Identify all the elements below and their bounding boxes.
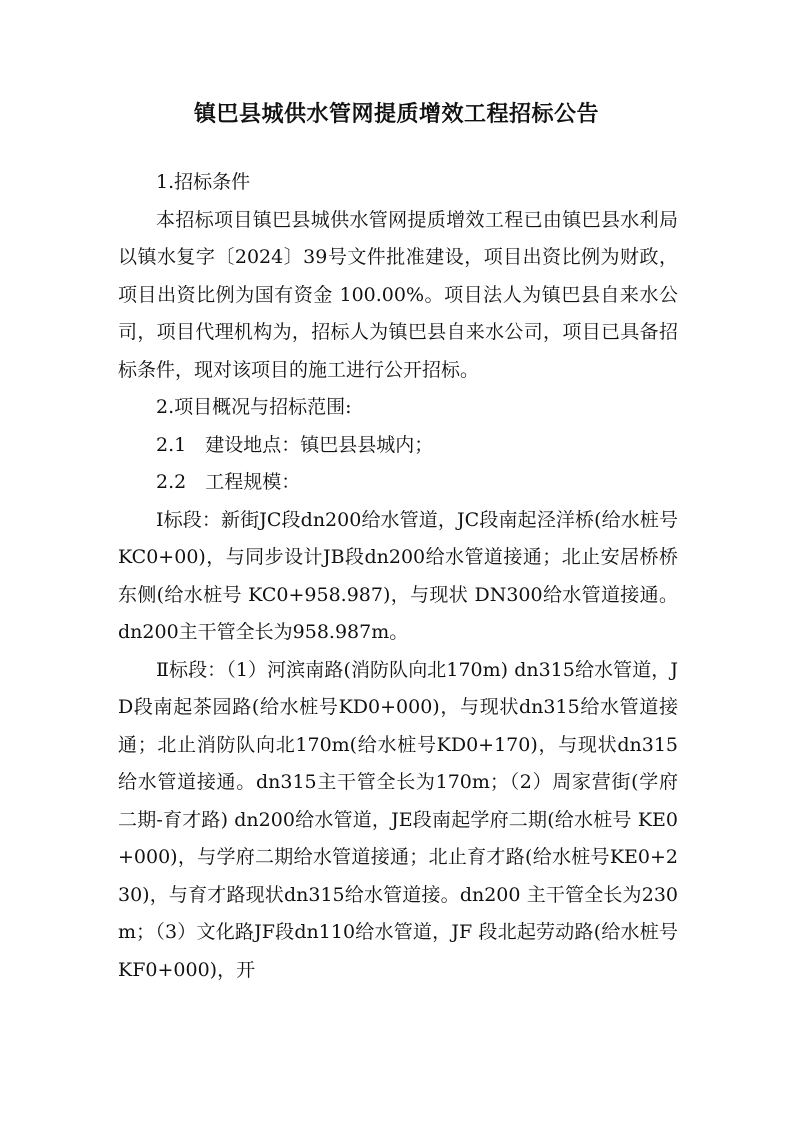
subsection-construction-location: 2.1 建设地点：镇巴县县城内； <box>156 433 434 456</box>
document-body <box>118 164 678 989</box>
paragraph-lot-2: Ⅱ标段：（1）河滨南路(消防队向北170m) dn315给水管道，JD段南起茶园路(给水桩号KD0+000)，与现状dn315给水管道接通；北止消防队向北170m(给水桩号KD0+170)，与现状dn315给水管道接通。dn315主干管全长为170m；（2）周家营街(学府二期-育才路) dn200给水管道，JE段南起学府二期(给水桩号 KE0+000)，与学府二期给水管道接通；北止育才路(给水桩号KE0+230)，与育才路现状dn315给水管道接。dn200 主干管全长为230m；（3）文化路JF段dn110给水管道，JF 段北起劳动路(给水桩号 KF0+000)，开 <box>118 658 678 981</box>
subsection-project-scale: 2.2 工程规模： <box>156 471 301 493</box>
paragraph-bidding-conditions: 本招标项目镇巴县城供水管网提质增效工程已由镇巴县水利局以镇水复字〔2024〕39号文件批准建设，项目出资比例为财政，项目出资比例为国有资金 100.00%。项目法人为镇巴县自来水公司，项目代理机构为，招标人为镇巴县自来水公司，项目已具备招标条件，现对该项目的施工进行公开招标。 <box>118 208 678 381</box>
section-heading-project-overview: 2.项目概况与招标范围: <box>156 396 352 418</box>
paragraph-lot-1: Ⅰ标段：新街JC段dn200给水管道，JC段南起泾洋桥(给水桩号KC0+00)，与同步设计JB段dn200给水管道接通；北止安居桥桥东侧(给水桩号 KC0+958.987)，与现状 DN300给水管道接通。dn200主干管全长为958.987m。 <box>118 508 678 643</box>
section-heading-bidding-conditions: 1.招标条件 <box>156 171 251 193</box>
document-title: 镇巴县城供水管网提质增效工程招标公告 <box>193 102 599 127</box>
